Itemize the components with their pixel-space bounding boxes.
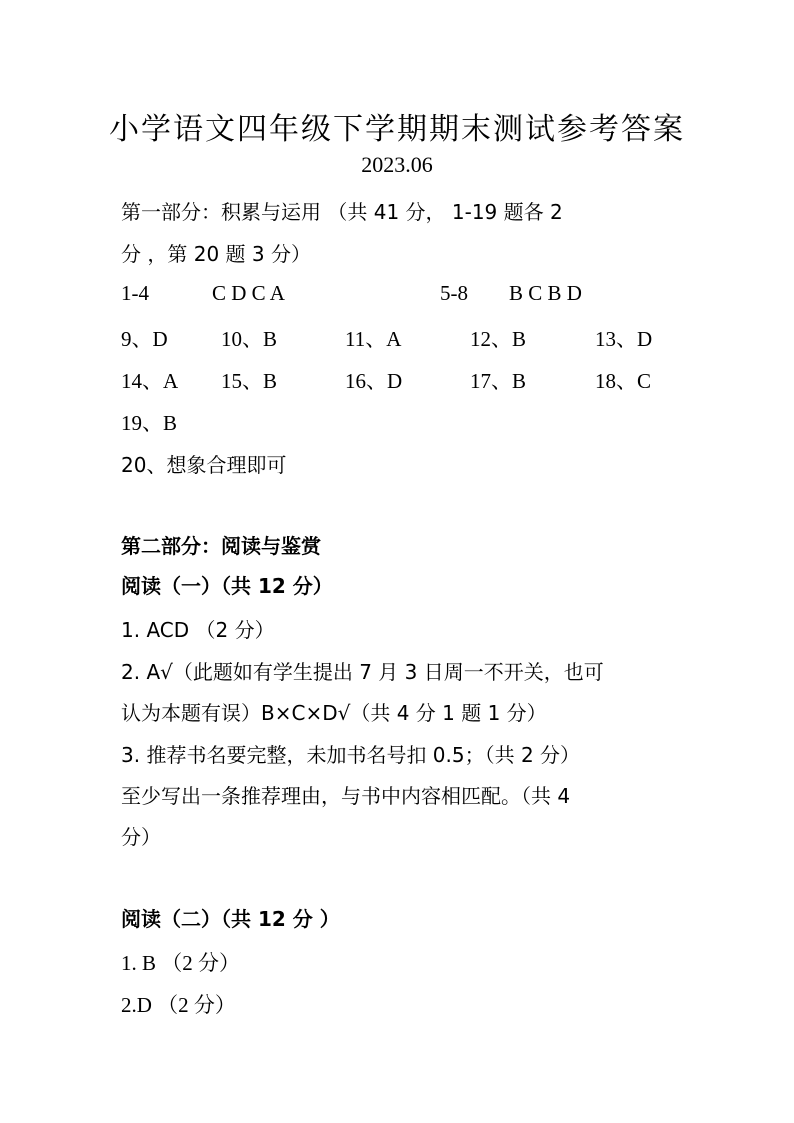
answer-item: 9、D <box>121 327 168 351</box>
answers-1-4: C D C A <box>212 281 285 305</box>
answer-item: 14、A <box>121 369 179 393</box>
reading1-title: 阅读（一）（共 12 分） <box>121 574 333 598</box>
reading1-answer-3-line1: 3. 推荐书名要完整，未加书名号扣 0.5；（共 2 分） <box>121 743 581 767</box>
answer-item: 17、B <box>470 369 527 393</box>
reading2-answer-2: 2.D （2 分） <box>121 993 236 1017</box>
answer-item: 15、B <box>221 369 278 393</box>
answer-item: 10、B <box>221 327 278 351</box>
reading1-answer-3-line3: 分） <box>121 825 161 849</box>
answer-item: 12、B <box>470 327 527 351</box>
document-title: 小学语文四年级下学期期末测试参考答案 <box>109 112 685 147</box>
answer-item: 13、D <box>595 327 653 351</box>
answer-item: 11、A <box>345 327 402 351</box>
answers-5-8: B C B D <box>509 281 582 305</box>
reading2-title: 阅读（二）（共 12 分 ） <box>121 907 340 931</box>
reading2-answer-1: 1. B （2 分） <box>121 951 241 975</box>
answer-range-5-8: 5-8 <box>440 281 468 305</box>
reading1-answer-2-line2: 认为本题有误）B×C×D√（共 4 分 1 题 1 分） <box>121 701 547 725</box>
reading1-answer-1: 1. ACD （2 分） <box>121 618 275 642</box>
answer-range-1-4: 1-4 <box>121 281 149 305</box>
answer-item: 18、C <box>595 369 652 393</box>
reading1-answer-2-line1: 2. A√（此题如有学生提出 7 月 3 日周一不开关，也可 <box>121 660 604 684</box>
part2-header: 第二部分：阅读与鉴赏 <box>121 534 321 558</box>
part1-header-line2: 分 ，第 20 题 3 分） <box>121 242 311 266</box>
answer-item: 16、D <box>345 369 403 393</box>
answer-item: 19、B <box>121 411 178 435</box>
part1-header-line1: 第一部分：积累与运用 （共 41 分， 1-19 题各 2 <box>121 200 563 224</box>
reading1-answer-3-line2: 至少写出一条推荐理由，与书中内容相匹配。（共 4 <box>121 784 571 808</box>
document-date: 2023.06 <box>361 152 433 177</box>
answer-item-20: 20、想象合理即可 <box>121 453 287 477</box>
